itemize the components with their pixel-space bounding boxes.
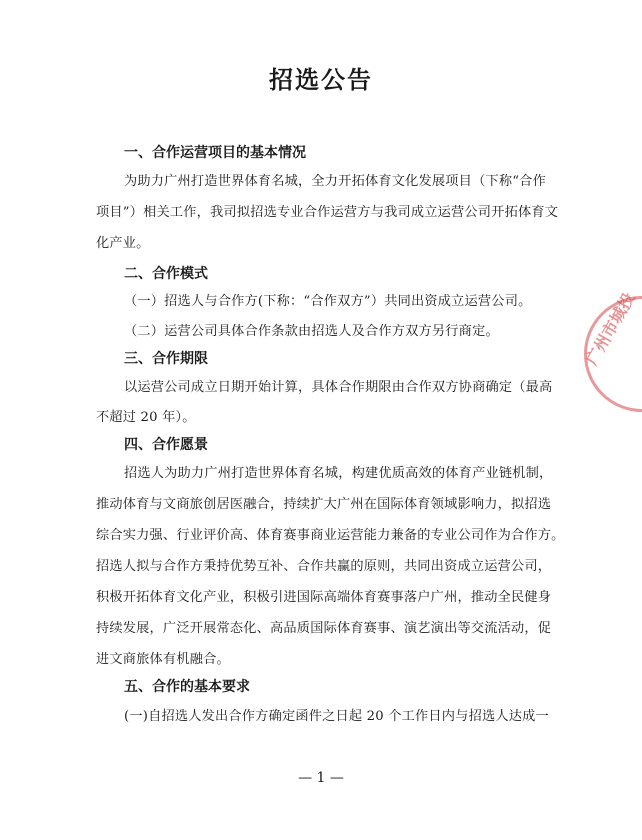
section-4-line-2: 推动体育与文商旅创居医融合，持续扩大广州在国际体育领域影响力，拟招选 — [96, 497, 552, 512]
section-1-line-2: 项目”）相关工作，我司拟招选专业合作运营方与我司成立运营公司开拓体育文 — [96, 205, 559, 220]
section-4-line-7: 进文商旅体有机融合。 — [96, 652, 230, 667]
section-1-line-3: 化产业。 — [96, 236, 150, 251]
section-2-line-2: （二）运营公司具体合作条款由招选人及合作方双方另行商定。 — [124, 324, 499, 339]
section-3-line-1: 以运营公司成立日期开始计算，具体合作期限由合作双方协商确定（最高 — [124, 380, 553, 395]
section-4-line-4: 招选人拟与合作方秉持优势互补、合作共赢的原则，共同出资成立运营公司， — [96, 559, 552, 574]
section-4-line-6: 持续发展，广泛开展常态化、高品质国际体育赛事、演艺演出等交流活动，促 — [96, 621, 552, 636]
section-1-line-1: 为助力广州打造世界体育名城，全力开拓体育文化发展项目（下称“合作 — [124, 174, 546, 189]
page-number: — 1 — — [298, 770, 344, 786]
seal-text: 广州市城投 — [581, 289, 639, 369]
section-heading-4: 四、合作愿景 — [124, 437, 208, 453]
section-3-line-2: 不超过 20 年）。 — [96, 410, 196, 425]
section-heading-5: 五、合作的基本要求 — [124, 679, 250, 695]
section-4-line-3: 综合实力强、行业评价高、体育赛事商业运营能力兼备的专业公司作为合作方。 — [96, 528, 565, 543]
page-title: 招选公告 — [269, 66, 373, 94]
section-heading-1: 一、合作运营项目的基本情况 — [124, 145, 306, 161]
section-4-line-1: 招选人为助力广州打造世界体育名城，构建优质高效的体育产业链机制， — [124, 466, 553, 481]
section-heading-3: 三、合作期限 — [124, 351, 208, 367]
section-2-line-1: （一）招选人与合作方(下称：“合作双方”）共同出资成立运营公司。 — [124, 294, 532, 309]
section-5-line-1: (一)自招选人发出合作方确定函件之日起 20 个工作日内与招选人达成一 — [124, 709, 549, 724]
section-heading-2: 二、合作模式 — [124, 266, 208, 282]
section-4-line-5: 积极开拓体育文化产业，积极引进国际高端体育赛事落户广州，推动全民健身 — [96, 590, 552, 605]
